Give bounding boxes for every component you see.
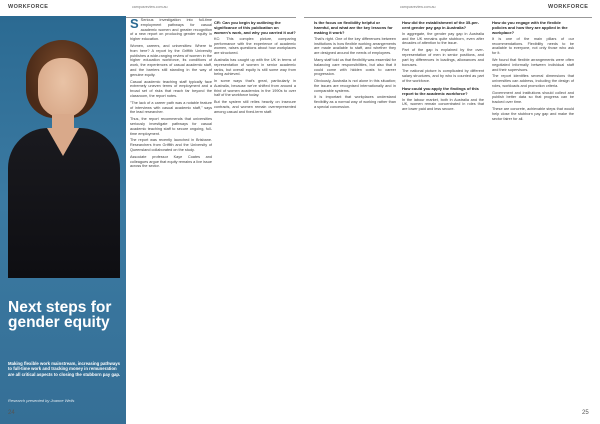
column-3 (314, 18, 396, 408)
paragraph: KC: This complex picture, comparing performance with the experience of academic women, raises questions about how workplaces are structured. (214, 36, 296, 56)
website-label: campusreview.com.au (132, 5, 168, 9)
paragraph: Women, careers, and universities: Where to from here? A report by the Griffith University publishes a wide-ranging review of women in the higher education workforce, its conditions of work, the experiences of casual academic staff, and the barriers still standing in the way of genuine equity. (130, 43, 212, 77)
right-page (300, 0, 600, 424)
column-4 (402, 18, 484, 408)
paragraph: Government and institutions should collect and publish better data so that progress can be tracked over time. (492, 90, 574, 105)
paragraph: "The lack of a career path was a notable feature of interviews with casual academic staff," says the lead researcher. (130, 100, 212, 115)
paragraph: Associate professor Kaye Coates and colleagues argue that equity remains a live issue across the sector. (130, 154, 212, 169)
paragraph: We found that flexible arrangements were often negotiated informally between individual staff and their supervisors. (492, 57, 574, 72)
portrait-face (38, 58, 88, 118)
interview-question: Is the focus on flexibility helpful or harmful, and what are the key lessons for making it work? (314, 20, 393, 35)
interview-question: CR: Can you begin by outlining the significance of this publication on women's work, and why you carried it out? (214, 20, 296, 35)
paragraph: Obviously, Australia is not alone in this situation; the issues are recognised internationally and in comparable systems. (314, 79, 396, 93)
paragraph: In the labour market, both in Australia and the UK, women remain concentrated in roles that are lower paid and less secure. (402, 97, 484, 112)
drop-cap: S (130, 18, 139, 31)
page-number: 25 (582, 410, 589, 416)
column-2 (214, 18, 296, 408)
paragraph: The report identifies several dimensions that universities can address, including the design of roles, workloads and promotion criteria. (492, 74, 574, 88)
paragraph: Part of the gap is explained by the over-representation of men in senior positions, and part by differences in loadings, allowances and bonuses. (402, 48, 484, 67)
paragraph: It is important that workplaces understand flexibility as a normal way of working rather than a special concession. (314, 95, 396, 110)
column-1 (130, 18, 212, 408)
paragraph: Australia has caught up with the UK in terms of representation of women in senior academic ranks, but overall equity is still some way from being achieved. (214, 57, 296, 77)
paragraph: It is one of the main pillars of our recommendations. Flexibility needs to be available to everyone, not only those who ask for it. (492, 36, 574, 56)
interview-question: How did the establishment of the 35-per-cent gender pay gap in Australia? (402, 20, 480, 30)
article-standfirst: Making flexible work mainstream, increasing pathways to full-time work and tracking money in remuneration are all critical aspects to closing the stubborn pay gap. (8, 361, 121, 377)
portrait-photo (0, 16, 126, 424)
interview-question: How could you apply the findings of this report to the academic workforce? (402, 85, 479, 96)
paragraph: These are concrete, achievable steps that would help close the stubborn pay gap and make the sector fairer for all. (492, 107, 574, 121)
paragraph: The report was recently launched in Brisbane. Researchers from Griffith and the University of Queensland collaborated on the study. (130, 138, 212, 152)
page-number: 24 (8, 410, 15, 416)
section-label: WORKFORCE (8, 4, 49, 10)
paragraph: The national picture is complicated by different salary structures, and by who is counted as part of the workforce. (402, 69, 484, 83)
interview-question: How do you engage with the flexible policies and how they are applied in the workplace? (492, 20, 568, 35)
article-headline: Next steps for gender equity (8, 299, 112, 331)
paragraph: In some ways that's great, particularly in Australia, because we've shifted from around a third of women academics in the 1990s to over half of the workforce today. (214, 79, 296, 98)
paragraph: Serious investigation into full-time employment pathways for casual academic women and greater recognition of a new report on producing gender equity in higher education. (130, 18, 212, 42)
left-page-header (0, 4, 300, 16)
column-5 (492, 18, 574, 408)
paragraph: Many staff told us that flexibility was essential for balancing care responsibilities, but also that it could come with hidden costs to career progression. (314, 57, 396, 77)
right-page-header (300, 4, 600, 16)
article-byline: Research presented by Joanne Wells (8, 398, 75, 403)
paragraph: Casual academic teaching staff typically face extremely uneven terms of employment and a broad set of risks that reach far beyond the classroom, the report notes. (130, 79, 212, 98)
paragraph: Thus, the report recommends that universities seriously investigate pathways for casual academic teaching staff to secure ongoing, full-time employment. (130, 117, 212, 136)
paragraph: But the system still relies heavily on insecure contracts, and women remain overrepresented among casual and fixed-term staff. (214, 100, 296, 114)
section-label: WORKFORCE (548, 4, 589, 10)
paragraph: In aggregate, the gender pay gap in Australia and the UK remains quite stubborn, even after decades of attention to the issue. (402, 31, 484, 46)
website-label: campusreview.com.au (400, 5, 436, 9)
paragraph: That's right. One of the key differences between institutions is how flexible working arrangements are made available to staff, and whether they are designed around the needs of employees. (314, 36, 396, 56)
